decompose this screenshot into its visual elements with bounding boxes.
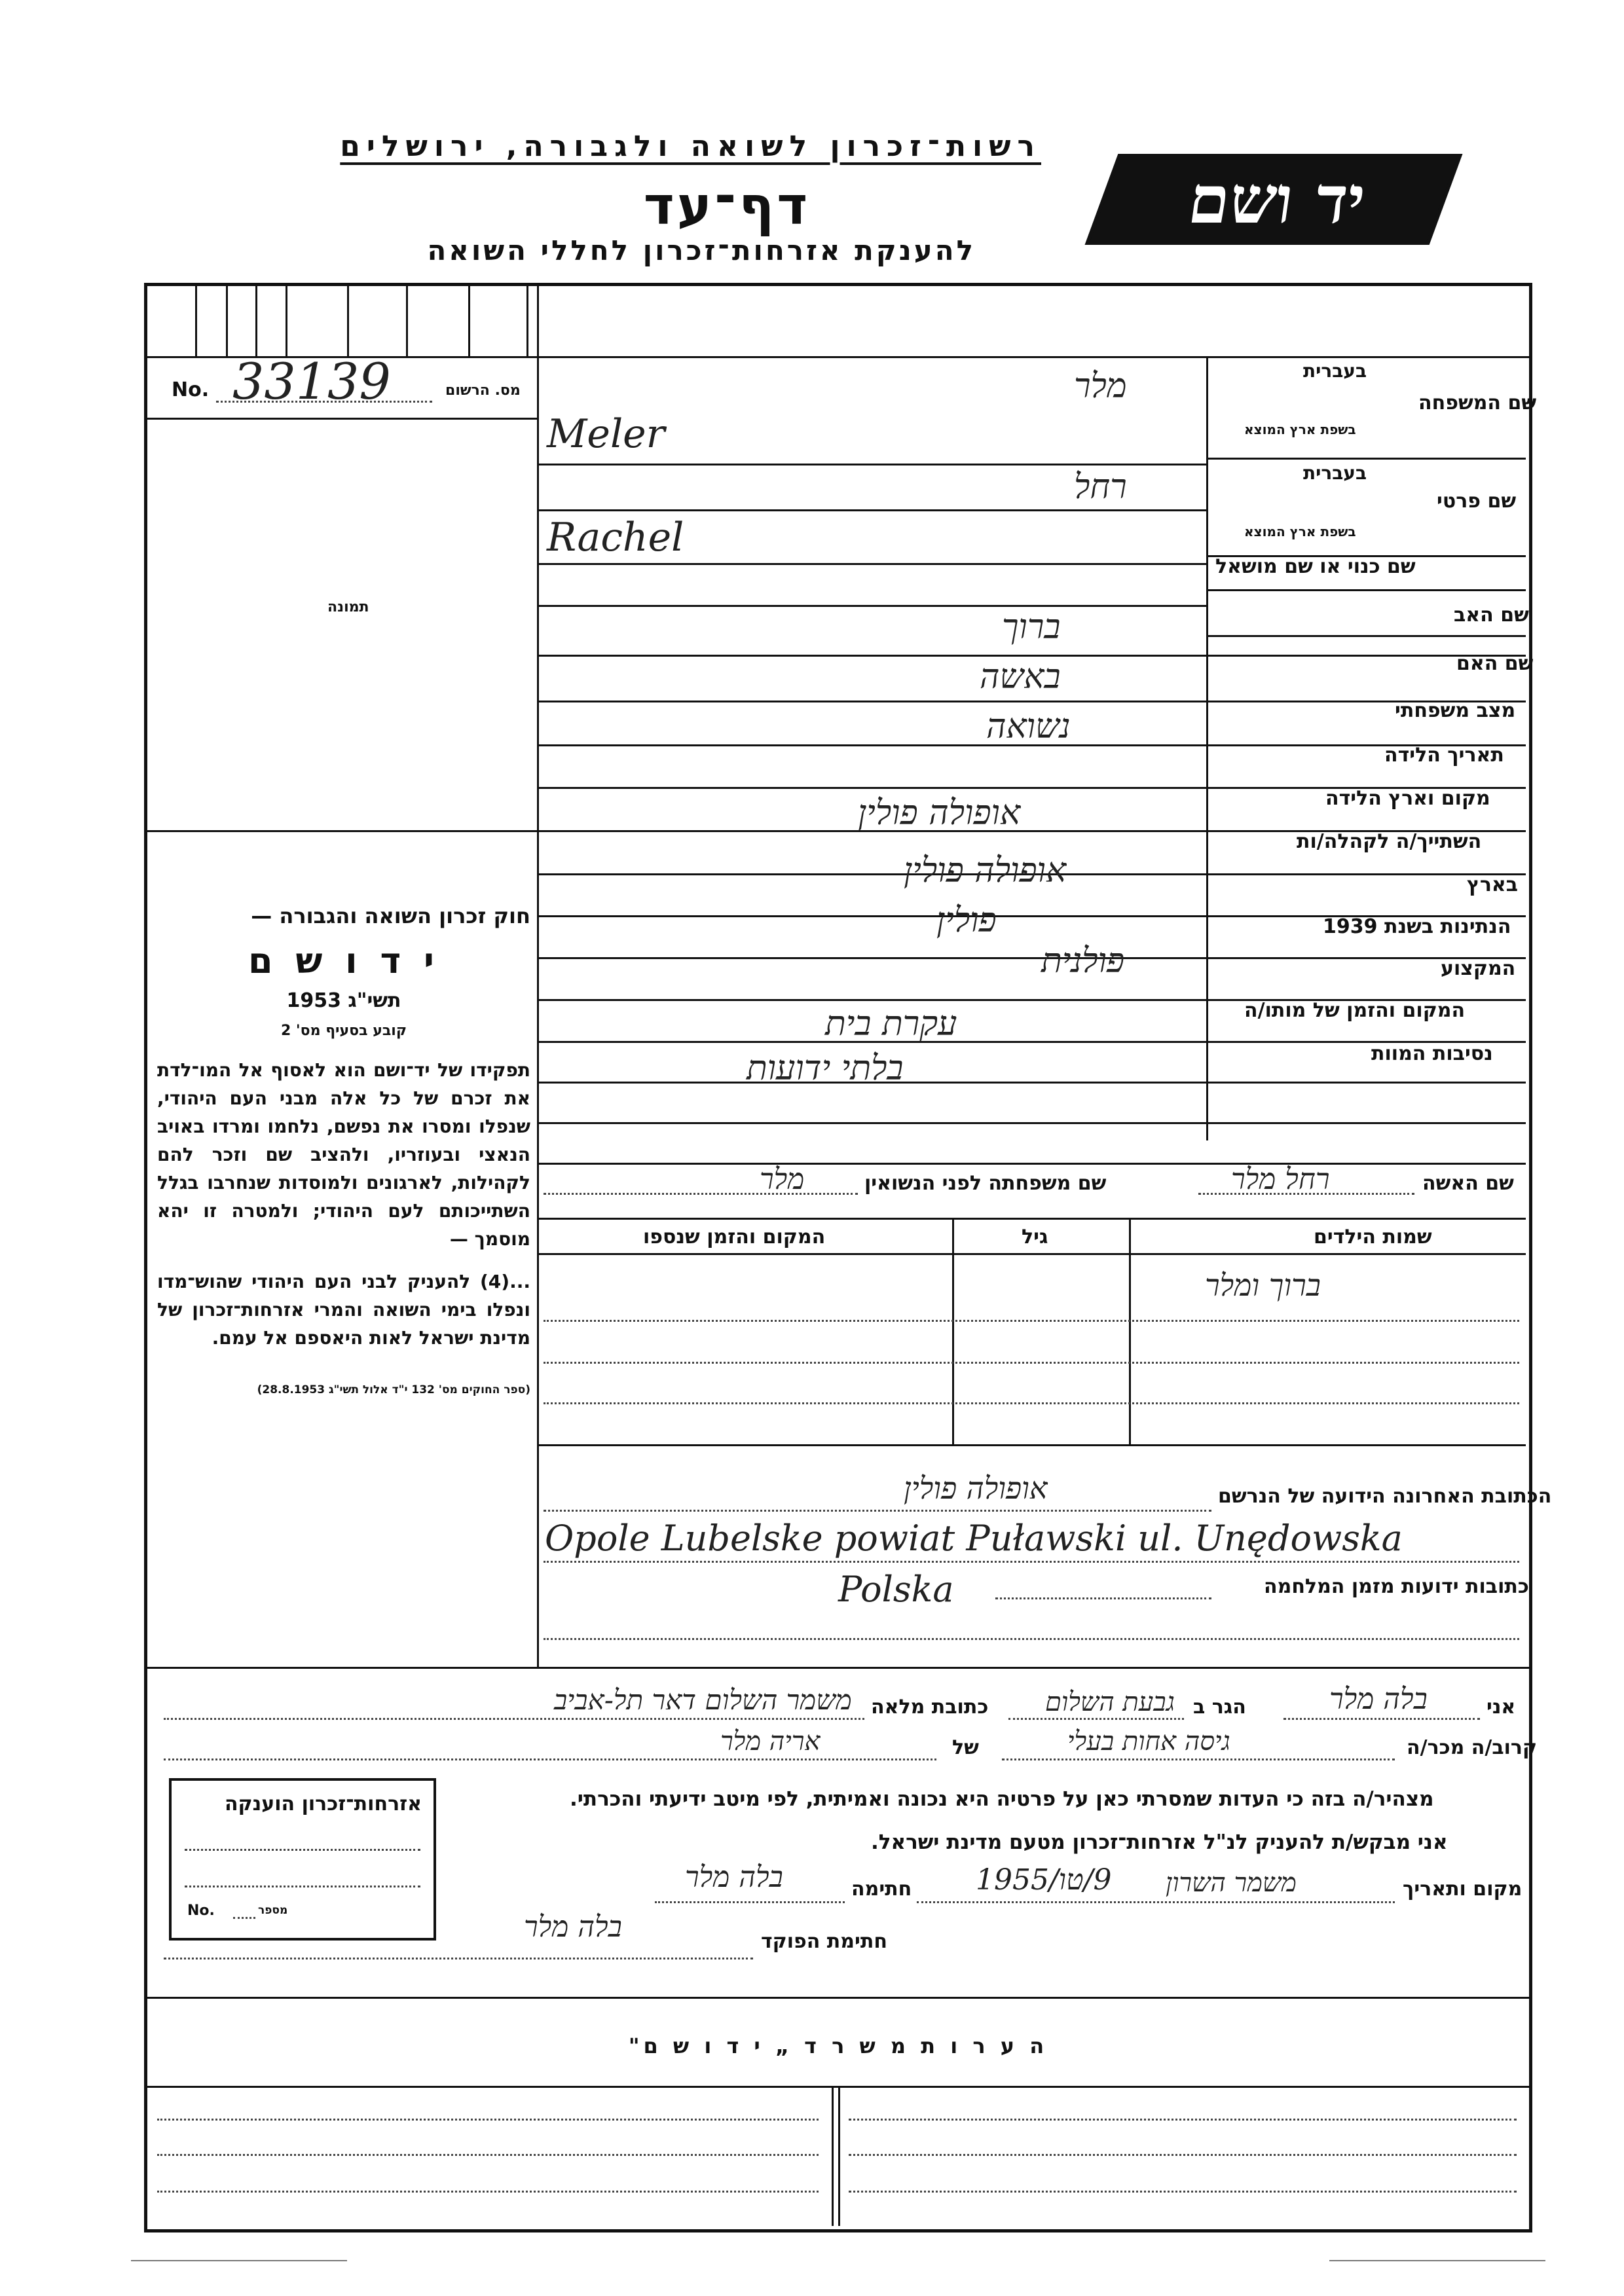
last-address-value: אופולה פולין <box>904 1470 1048 1506</box>
officer-signature-value: בלה מלר <box>524 1910 622 1944</box>
mother-label: שם האם <box>1456 652 1534 675</box>
law-name: י ד ו ש ם <box>248 940 439 981</box>
law-clause: קובע בסעיף מס' 2 <box>280 1023 407 1039</box>
death-place-time-label: המקום והזמן של מותו/ה <box>1244 999 1466 1022</box>
law-title: חוק זכרון השואה והגבורה — <box>251 903 530 928</box>
of-value: אריה מלר <box>720 1726 821 1757</box>
authority-title: רשות־זכרון לשואה ולגבורה, ירושלים <box>340 130 1041 163</box>
family-name-country-lang-label: בשפת ארץ המוצא <box>1244 422 1356 437</box>
marital-status-label: מצב משפחתי <box>1395 699 1516 722</box>
form-subtitle: להענקת אזרחות־זכרון לחללי השואה <box>427 234 976 266</box>
first-name-in-hebrew-label: בעברית <box>1303 462 1367 484</box>
family-name-in-hebrew-label: בעברית <box>1303 360 1367 382</box>
children-header-age: גיל <box>1022 1226 1048 1248</box>
wartime-address-line-1: Opole Lubelske powiat Puławski ul. Unędowska <box>545 1518 1403 1559</box>
maiden-name-value: מלר <box>760 1163 805 1196</box>
resides-value: גבעת השלום <box>1045 1687 1175 1717</box>
citizenship-granted-number-label: מספר <box>258 1904 288 1917</box>
full-address-label: כתובת מלאה <box>871 1696 989 1719</box>
law-paragraph-1: תפקידו של יד־ושם הוא לאסוף אל המו־לדת את זכרם של כל אלה מבני העם היהודי, שנפלו ומסרו את נפשם, נלחמו ומרדו באויב הנאצי ובעוזריו, ולהציב שם וזכר להם לקהילות, לארגונים ולמוסדות שנחרבו בגלל השתייכותם לעם היהודי; ולמטרה זו יהא מוסמך — <box>157 1059 530 1250</box>
declarant-i-value: בלה מלר <box>1329 1683 1428 1716</box>
law-paragraph-2: ...(4) להעניק לבני העם היהודי שהוש־מדו ונפלו בימי השואה והמרי אזרחות־זכרון של מדינת ישראל לאות היאספם אל עמם. <box>157 1271 530 1349</box>
citizenship-granted-title: אזרחות־זכרון הוענקה <box>224 1793 422 1815</box>
wartime-address-line-2: Polska <box>838 1569 954 1610</box>
country-label: בארץ <box>1467 873 1519 896</box>
birth-date-label: תאריך הלידה <box>1384 744 1504 767</box>
office-remarks-title: ה ע ר ו ת מ ש ר ד „ י ד ו ש ם" <box>628 2033 1048 2058</box>
date-value: 9/טו/1955 <box>976 1863 1112 1897</box>
officer-signature-label: חתימת הפוקד <box>761 1930 887 1953</box>
community-label: השתייך/ה לקהלה/ות <box>1297 830 1482 853</box>
child-name-1: ברוך ומלר <box>1205 1267 1321 1303</box>
wife-name-label: שם האשה <box>1422 1172 1514 1195</box>
mother-value: באשה <box>980 657 1061 697</box>
birth-place-label: מקום וארץ הלידה <box>1325 787 1490 810</box>
resides-label: הגר ב <box>1193 1696 1246 1719</box>
request-text: אני מבקש/ת להעניק לנ"ל אזרחות־זכרון מטעם מדינת ישראל. <box>871 1831 1448 1854</box>
law-year: תשי"ג 1953 <box>286 989 401 1012</box>
citizenship-granted-no-label: No. <box>187 1903 215 1919</box>
children-header-place: המקום והזמן שנספו <box>643 1226 826 1248</box>
country-value: פולין <box>936 901 997 940</box>
family-name-latin-value: Meler <box>547 411 665 457</box>
family-name-label: שם המשפחה <box>1418 392 1537 414</box>
first-name-country-lang-label: בשפת ארץ המוצא <box>1244 524 1356 539</box>
logo-text: יד ושם <box>1183 161 1371 238</box>
signature-value: בלה מלר <box>685 1861 783 1894</box>
law-citation: (ספר החוקים מס' 132 י"ד אלול תשי"ג 28.8.1953) <box>257 1383 530 1396</box>
father-value: ברוך <box>1002 608 1061 647</box>
form-title: דף־עד <box>643 175 811 236</box>
first-name-latin-value: Rachel <box>547 515 684 560</box>
place-value: משמר השרון <box>1166 1868 1297 1898</box>
full-address-value: משמר השלום דאר תל-אביב <box>554 1684 852 1716</box>
community-value: אופולה פולין <box>904 851 1067 890</box>
relative-value: גיסה אחות בעלי <box>1067 1726 1230 1757</box>
of-label: של <box>952 1736 979 1759</box>
photo-label: תמונה <box>327 599 369 615</box>
death-cause-label: נסיבות המוות <box>1371 1042 1493 1065</box>
declarant-i-label: אני <box>1486 1696 1516 1719</box>
registration-number-label: מס. הרשום <box>445 382 521 399</box>
family-name-hebrew-value: מלר <box>1074 367 1127 406</box>
place-date-label: מקום ותאריך <box>1403 1878 1522 1901</box>
children-header-names: שמות הילדים <box>1314 1226 1432 1248</box>
registration-no-label: No. <box>172 378 210 401</box>
marital-status-value: נשואה <box>986 707 1071 746</box>
father-label: שם האב <box>1454 604 1529 627</box>
citizenship-1939-label: הנתינות בשנת 1939 <box>1323 915 1511 938</box>
first-name-label: שם פרטי <box>1437 490 1517 513</box>
yad-vashem-logo <box>1080 152 1467 247</box>
wartime-address-label: כתובות ידועות מזמן המלחמה <box>1264 1575 1529 1598</box>
maiden-name-label: שם משפחתה לפני הנשואין <box>864 1172 1107 1195</box>
first-name-hebrew-value: רחל <box>1074 467 1127 507</box>
nickname-label: שם כנוי או שם מושאל <box>1215 555 1416 578</box>
signature-label: חתימה <box>851 1878 912 1901</box>
law-box <box>157 903 530 1396</box>
citizenship-1939-value: פולנית <box>1041 941 1125 981</box>
wife-name-value: רחל מלר <box>1231 1163 1330 1196</box>
citizenship-granted-box <box>169 1778 436 1941</box>
registration-number: 33139 <box>232 352 391 410</box>
profession-value: עקרת בית <box>825 1004 957 1044</box>
birth-place-value: אופולה פולין <box>858 793 1021 833</box>
declaration-text: מצהיר/ה בזה כי העדות שמסרתי כאן על פרטיה היא נכונה ואמיתית, לפי מיטב ידיעתי והכרתי. <box>570 1787 1434 1811</box>
relative-label: קרוב/ה מכר/ה <box>1407 1736 1538 1759</box>
profession-label: המקצוע <box>1441 957 1516 980</box>
last-address-label: הכתובת האחרונה הידועה של הנרשם <box>1218 1485 1552 1508</box>
death-place-time-value: בלתי ידועות <box>747 1049 904 1088</box>
